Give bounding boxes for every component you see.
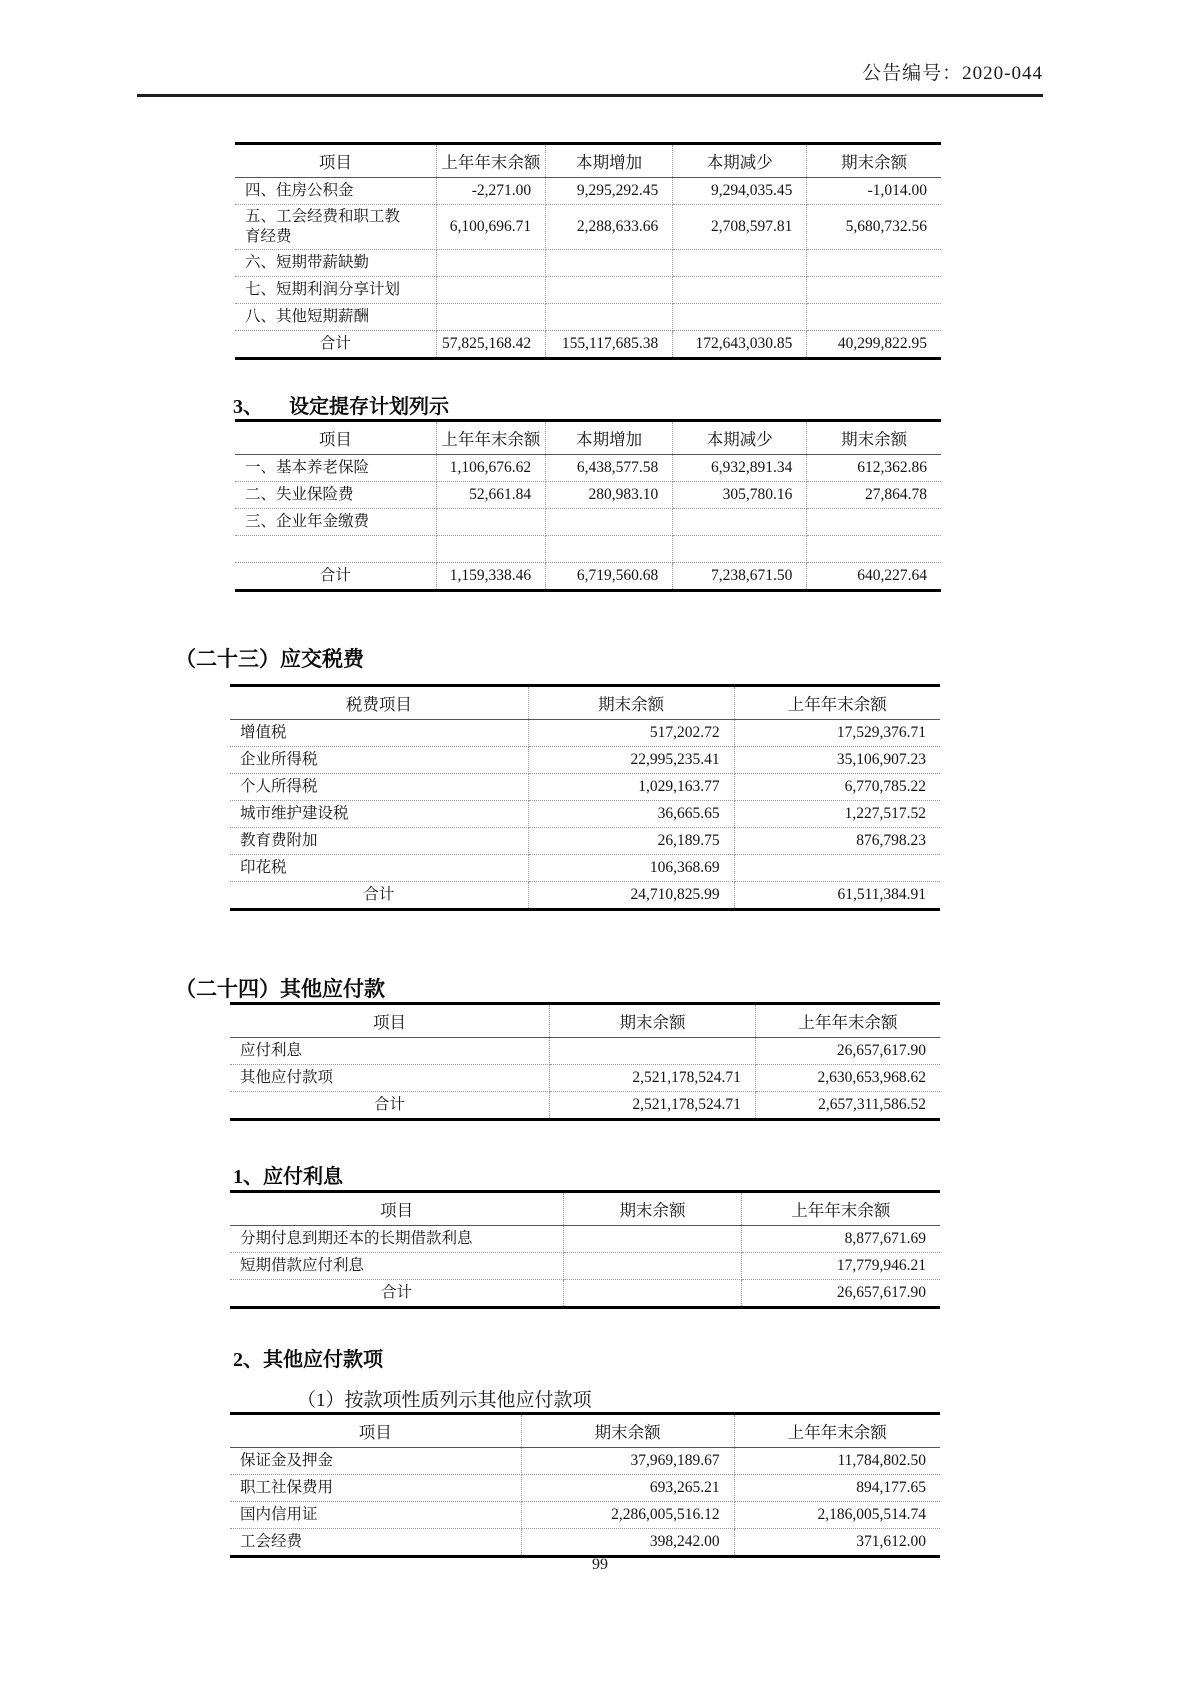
cell-value	[807, 509, 941, 536]
table-row	[230, 720, 940, 747]
table-row	[230, 1038, 940, 1065]
cell-value: 894,177.65	[734, 1475, 940, 1502]
cell-value	[564, 1280, 742, 1308]
cell-value: 7,238,671.50	[673, 563, 807, 591]
cell-value: 2,657,311,586.52	[818, 1095, 926, 1113]
cell-value: 17,529,376.71	[734, 720, 940, 747]
row-label	[235, 536, 436, 563]
row-label: 国内信用证	[230, 1502, 521, 1529]
subsection-heading-by-nature: （1）按款项性质列示其他应付款项	[297, 1390, 592, 1411]
cell-value: 693,265.21	[521, 1475, 734, 1502]
table-row	[230, 1529, 940, 1557]
row-label: 个人所得税	[230, 774, 528, 801]
table-header-row	[235, 144, 941, 178]
column-header: 期末余额	[550, 1004, 756, 1038]
table-row	[230, 1226, 940, 1253]
column-header: 期末余额	[807, 421, 941, 455]
row-label: 教育费附加	[230, 828, 528, 855]
row-label: 分期付息到期还本的长期借款利息	[230, 1226, 564, 1253]
section-heading-other-payable-items: 2、其他应付款项	[233, 1349, 383, 1371]
column-header: 本期减少	[673, 144, 807, 178]
cell-value	[734, 855, 940, 882]
cell-value: 5,680,732.56	[807, 205, 941, 250]
column-header: 税费项目	[230, 686, 528, 720]
table-row	[230, 1448, 940, 1475]
column-header: 本期减少	[673, 421, 807, 455]
row-label: 其他应付款项	[230, 1065, 550, 1092]
cell-value	[436, 277, 545, 304]
cell-value: 155,117,685.38	[546, 331, 673, 359]
cell-value: 876,798.23	[734, 828, 940, 855]
cell-value: 371,612.00	[856, 1532, 926, 1550]
cell-value	[550, 1038, 756, 1065]
cell-value: 172,643,030.85	[673, 331, 807, 359]
cell-value	[436, 509, 545, 536]
section-title: 设定提存计划列示	[289, 396, 449, 418]
cell-value: 6,100,696.71	[436, 205, 545, 250]
cell-value: -1,014.00	[807, 178, 941, 205]
row-label: 二、失业保险费	[235, 482, 436, 509]
table-row	[230, 801, 940, 828]
row-label: 三、企业年金缴费	[235, 509, 436, 536]
column-header: 上年年末余额	[734, 1414, 940, 1448]
cell-value: 27,864.78	[807, 482, 941, 509]
cell-value: 6,719,560.68	[546, 563, 673, 591]
table-total-row	[230, 1092, 940, 1120]
cell-value: 305,780.16	[673, 482, 807, 509]
table-row	[235, 455, 941, 482]
row-label: 七、短期利润分享计划	[235, 277, 436, 304]
table-row	[235, 536, 941, 563]
interest-payable-table	[230, 1190, 940, 1309]
column-header: 项目	[230, 1004, 550, 1038]
column-header: 项目	[235, 144, 436, 178]
column-header: 上年年末余额	[436, 144, 545, 178]
cell-value: 11,784,802.50	[734, 1448, 940, 1475]
table-row	[235, 205, 941, 250]
cell-value: 57,825,168.42	[436, 331, 545, 359]
cell-value: 1,227,517.52	[734, 801, 940, 828]
cell-value	[807, 277, 941, 304]
cell-value: 6,932,891.34	[673, 455, 807, 482]
cell-value: 17,779,946.21	[741, 1253, 940, 1280]
column-header: 期末余额	[521, 1414, 734, 1448]
table-row	[235, 250, 941, 277]
cell-value	[436, 250, 545, 277]
row-label: 四、住房公积金	[235, 178, 436, 205]
cell-value: 2,288,633.66	[546, 205, 673, 250]
section-number: 3、	[233, 396, 263, 418]
cell-value: 22,995,235.41	[528, 747, 734, 774]
table-row	[235, 277, 941, 304]
cell-value	[436, 536, 545, 563]
table-row	[230, 1065, 940, 1092]
cell-value: 1,106,676.62	[436, 455, 545, 482]
cell-value: 61,511,384.91	[837, 885, 926, 903]
cell-value: 2,521,178,524.71	[550, 1065, 756, 1092]
cell-value: 26,189.75	[528, 828, 734, 855]
table-header-row	[230, 686, 940, 720]
row-label: 合计	[235, 563, 436, 591]
other-payables-table	[230, 1002, 940, 1121]
table-row	[235, 509, 941, 536]
row-label: 短期借款应付利息	[230, 1253, 564, 1280]
cell-value: 2,286,005,516.12	[521, 1502, 734, 1529]
table-header-row	[235, 421, 941, 455]
table-row	[235, 304, 941, 331]
cell-value: -2,271.00	[436, 178, 545, 205]
cell-value: 2,630,653,968.62	[755, 1065, 940, 1092]
table-total-row	[230, 882, 940, 910]
table-row	[230, 828, 940, 855]
cell-value	[673, 277, 807, 304]
cell-value	[807, 536, 941, 563]
table-total-row	[230, 1280, 940, 1308]
cell-value: 26,657,617.90	[755, 1038, 940, 1065]
section-heading-taxes-payable: （二十三）应交税费	[175, 647, 364, 671]
cell-value: 1,029,163.77	[528, 774, 734, 801]
taxes-payable-table	[230, 684, 940, 911]
table-header-row	[230, 1414, 940, 1448]
row-label: 一、基本养老保险	[235, 455, 436, 482]
cell-value: 2,521,178,524.71	[550, 1092, 756, 1120]
table-row	[230, 1253, 940, 1280]
row-label: 五、工会经费和职工教育经费	[235, 205, 436, 250]
table-row	[230, 774, 940, 801]
row-label: 合计	[235, 331, 436, 359]
other-payables-by-nature-table	[230, 1412, 940, 1558]
row-label: 应付利息	[230, 1038, 550, 1065]
cell-value: 398,242.00	[521, 1529, 734, 1557]
row-label: 八、其他短期薪酬	[235, 304, 436, 331]
column-header: 期末余额	[528, 686, 734, 720]
cell-value: 280,983.10	[546, 482, 673, 509]
row-label: 合计	[230, 1280, 564, 1308]
row-label: 印花税	[230, 855, 528, 882]
column-header: 项目	[230, 1192, 564, 1226]
cell-value: 36,665.65	[528, 801, 734, 828]
cell-value	[546, 250, 673, 277]
section-heading-other-payables: （二十四）其他应付款	[175, 977, 385, 1001]
cell-value	[564, 1226, 742, 1253]
header-rule	[137, 94, 1043, 97]
cell-value: 1,159,338.46	[436, 563, 545, 591]
table-row	[230, 1475, 940, 1502]
cell-value: 612,362.86	[807, 455, 941, 482]
column-header: 期末余额	[564, 1192, 742, 1226]
cell-value	[546, 277, 673, 304]
announcement-number: 公告编号：2020-044	[862, 63, 1043, 84]
row-label: 企业所得税	[230, 747, 528, 774]
table-row	[230, 855, 940, 882]
page-number: 99	[592, 1556, 608, 1573]
cell-value: 24,710,825.99	[528, 882, 734, 910]
cell-value: 2,186,005,514.74	[734, 1502, 940, 1529]
table-row	[235, 178, 941, 205]
cell-value: 40,299,822.95	[837, 335, 927, 353]
cell-value: 8,877,671.69	[741, 1226, 940, 1253]
cell-value: 2,708,597.81	[673, 205, 807, 250]
cell-value: 640,227.64	[857, 566, 927, 584]
cell-value	[673, 536, 807, 563]
row-label: 职工社保费用	[230, 1475, 521, 1502]
cell-value	[807, 304, 941, 331]
cell-value	[546, 536, 673, 563]
column-header: 项目	[230, 1414, 521, 1448]
table-row	[230, 747, 940, 774]
table-row	[230, 1502, 940, 1529]
column-header: 上年年末余额	[734, 686, 940, 720]
cell-value: 9,294,035.45	[673, 178, 807, 205]
row-label: 合计	[230, 882, 528, 910]
cell-value	[673, 304, 807, 331]
column-header: 上年年末余额	[741, 1192, 940, 1226]
column-header: 期末余额	[807, 144, 941, 178]
table-header-row	[230, 1192, 940, 1226]
cell-value: 106,368.69	[528, 855, 734, 882]
cell-value	[546, 509, 673, 536]
cell-value: 52,661.84	[436, 482, 545, 509]
table-total-row	[235, 331, 941, 359]
table-header-row	[230, 1004, 940, 1038]
row-label: 合计	[230, 1092, 550, 1120]
cell-value: 9,295,292.45	[546, 178, 673, 205]
row-label: 保证金及押金	[230, 1448, 521, 1475]
cell-value	[673, 250, 807, 277]
row-label: 城市维护建设税	[230, 801, 528, 828]
cell-value: 6,438,577.58	[546, 455, 673, 482]
column-header: 本期增加	[546, 421, 673, 455]
cell-value: 35,106,907.23	[734, 747, 940, 774]
row-label: 工会经费	[230, 1529, 521, 1557]
cell-value: 517,202.72	[528, 720, 734, 747]
table-row	[235, 482, 941, 509]
cell-value: 26,657,617.90	[836, 1283, 926, 1301]
column-header: 上年年末余额	[755, 1004, 940, 1038]
column-header: 项目	[235, 421, 436, 455]
column-header: 本期增加	[546, 144, 673, 178]
cell-value: 37,969,189.67	[521, 1448, 734, 1475]
section-heading-interest-payable: 1、应付利息	[233, 1166, 343, 1188]
cell-value	[807, 250, 941, 277]
section-heading-defined-contribution	[233, 390, 449, 419]
defined-contribution-table	[235, 419, 941, 592]
row-label: 增值税	[230, 720, 528, 747]
cell-value	[546, 304, 673, 331]
column-header: 上年年末余额	[436, 421, 545, 455]
employee-benefits-table	[235, 142, 941, 360]
table-total-row	[235, 563, 941, 591]
row-label: 六、短期带薪缺勤	[235, 250, 436, 277]
cell-value	[564, 1253, 742, 1280]
cell-value	[673, 509, 807, 536]
cell-value	[436, 304, 545, 331]
cell-value: 6,770,785.22	[734, 774, 940, 801]
